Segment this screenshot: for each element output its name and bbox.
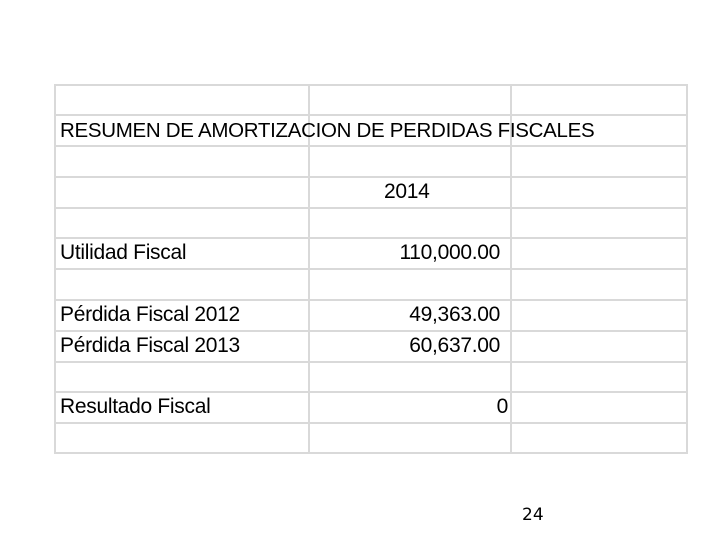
grid-line xyxy=(54,452,688,454)
grid-line xyxy=(54,84,56,454)
grid-line xyxy=(54,268,688,270)
grid-line xyxy=(54,176,688,178)
row-value-utilidad-fiscal: 110,000.00 xyxy=(399,241,500,264)
grid-line xyxy=(686,84,688,454)
row-value-perdida-2013: 60,637.00 xyxy=(409,334,500,357)
grid-line xyxy=(54,391,688,393)
row-label-perdida-2012: Pérdida Fiscal 2012 xyxy=(60,303,240,326)
row-value-perdida-2012: 49,363.00 xyxy=(409,303,500,326)
grid-line xyxy=(54,207,688,209)
grid-line xyxy=(54,237,688,239)
grid-line xyxy=(54,114,688,116)
table-title: RESUMEN DE AMORTIZACION DE PERDIDAS FISCALES xyxy=(60,119,595,142)
row-label-perdida-2013: Pérdida Fiscal 2013 xyxy=(60,334,240,357)
grid-line xyxy=(54,84,688,86)
row-label-utilidad-fiscal: Utilidad Fiscal xyxy=(60,241,187,264)
grid-line xyxy=(54,361,688,363)
grid-line xyxy=(54,299,688,301)
spreadsheet-table xyxy=(54,84,688,454)
grid-line xyxy=(54,422,688,424)
page-number: 24 xyxy=(522,505,544,525)
row-value-resultado-fiscal: 0 xyxy=(496,395,508,418)
year-header: 2014 xyxy=(384,180,430,203)
grid-line xyxy=(54,330,688,332)
grid-line xyxy=(54,145,688,147)
row-label-resultado-fiscal: Resultado Fiscal xyxy=(60,395,211,418)
